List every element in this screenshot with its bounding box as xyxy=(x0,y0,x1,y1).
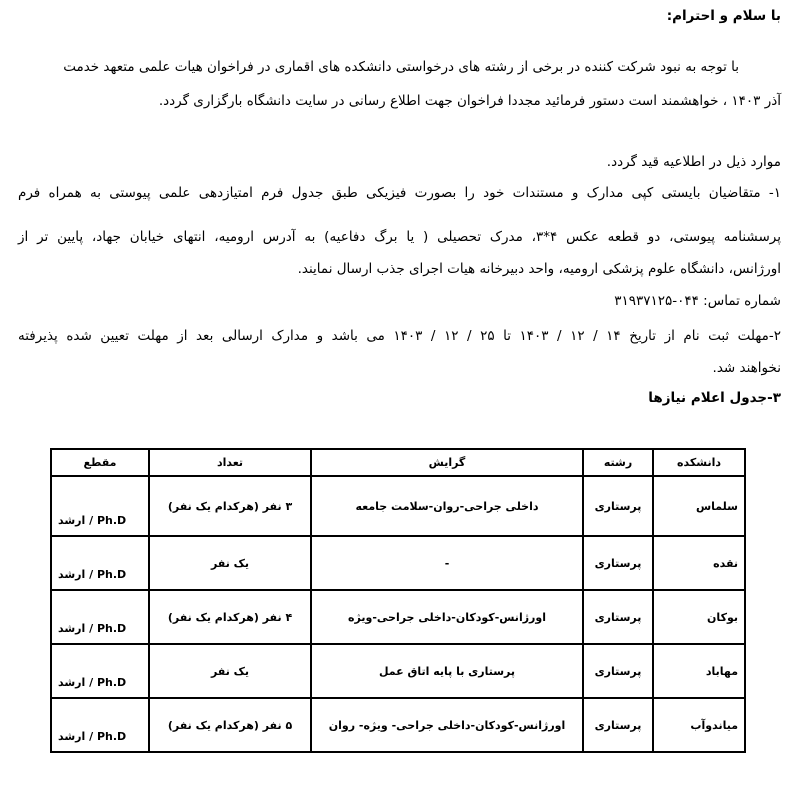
cell-degree: Ph.D / ارشد xyxy=(51,536,149,590)
cell-count: ۴ نفر (هرکدام یک نفر) xyxy=(149,590,311,644)
cell-degree: Ph.D / ارشد xyxy=(51,476,149,536)
cell-field: پرستاری xyxy=(583,698,653,752)
cell-degree: Ph.D / ارشد xyxy=(51,698,149,752)
header-faculty: دانشکده xyxy=(653,449,745,476)
cell-faculty: بوکان xyxy=(653,590,745,644)
cell-faculty: سلماس xyxy=(653,476,745,536)
cell-count: یک نفر xyxy=(149,536,311,590)
needs-table xyxy=(50,448,746,753)
items-intro: موارد ذیل در اطلاعیه قید گردد. xyxy=(606,154,781,170)
cell-field: پرستاری xyxy=(583,590,653,644)
cell-specialty: اورژانس-کودکان-داخلی جراحی- ویژه- روان xyxy=(311,698,583,752)
header-specialty: گرایش xyxy=(311,449,583,476)
cell-degree: Ph.D / ارشد xyxy=(51,590,149,644)
cell-faculty: مهاباد xyxy=(653,644,745,698)
intro-line-2: آذر ۱۴۰۳ ، خواهشمند است دستور فرمائید مجددا فراخوان جهت اطلاع رسانی در سایت دانشگاه بارگزاری گردد. xyxy=(158,93,781,109)
table-row xyxy=(51,590,745,644)
item2-line-2: نخواهند شد. xyxy=(712,360,781,376)
cell-specialty: اورژانس-کودکان-داخلی جراحی-ویژه xyxy=(311,590,583,644)
cell-degree: Ph.D / ارشد xyxy=(51,644,149,698)
cell-field: پرستاری xyxy=(583,476,653,536)
cell-field: پرستاری xyxy=(583,644,653,698)
cell-count: ۵ نفر (هرکدام یک نفر) xyxy=(149,698,311,752)
item1-line-3: اورژانس، دانشگاه علوم پزشکی ارومیه، واحد دبیرخانه هیات اجرای جذب ارسال نمایند. xyxy=(297,261,781,277)
header-count: تعداد xyxy=(149,449,311,476)
table-row xyxy=(51,536,745,590)
cell-specialty: - xyxy=(311,536,583,590)
item3-title: ۳-جدول اعلام نیازها xyxy=(648,390,781,406)
greeting: با سلام و احترام: xyxy=(666,8,781,24)
cell-count: ۳ نفر (هرکدام یک نفر) xyxy=(149,476,311,536)
contact-number: شماره تماس: ۰۴۴-۳۱۹۳۷۱۲۵ xyxy=(614,293,781,309)
header-degree: مقطع xyxy=(51,449,149,476)
table-row xyxy=(51,476,745,536)
item2-line-1: ۲-مهلت ثبت نام از تاریخ ۱۴ / ۱۲ / ۱۴۰۳ تا ۲۵ / ۱۲ / ۱۴۰۳ می باشد و مدارک ارسالی بعد از مهلت تعیین شده پذیرفته xyxy=(18,328,781,344)
table-row xyxy=(51,698,745,752)
cell-faculty: میاندوآب xyxy=(653,698,745,752)
table-row xyxy=(51,644,745,698)
intro-line-1: با توجه به نبود شرکت کننده در برخی از رشته های درخواستی دانشکده های اقماری در فراخوان هیات علمی متعهد خدمت xyxy=(63,59,739,75)
item1-line-1: ۱- متقاضیان بایستی کپی مدارک و مستندات خود را بصورت فیزیکی طبق جدول فرم امتیازدهی علمی پیوستی به همراه فرم xyxy=(18,185,781,201)
header-field: رشته xyxy=(583,449,653,476)
cell-faculty: نقده xyxy=(653,536,745,590)
cell-specialty: پرستاری با پایه اتاق عمل xyxy=(311,644,583,698)
cell-field: پرستاری xyxy=(583,536,653,590)
cell-specialty: داخلی جراحی-روان-سلامت جامعه xyxy=(311,476,583,536)
table-header-row xyxy=(51,449,745,476)
item1-line-2: پرسشنامه پیوستی، دو قطعه عکس ۴*۳، مدرک تحصیلی ( یا برگ دفاعیه) به آدرس ارومیه، انتهای خیابان جهاد، پایین تر از xyxy=(18,229,781,245)
cell-count: یک نفر xyxy=(149,644,311,698)
